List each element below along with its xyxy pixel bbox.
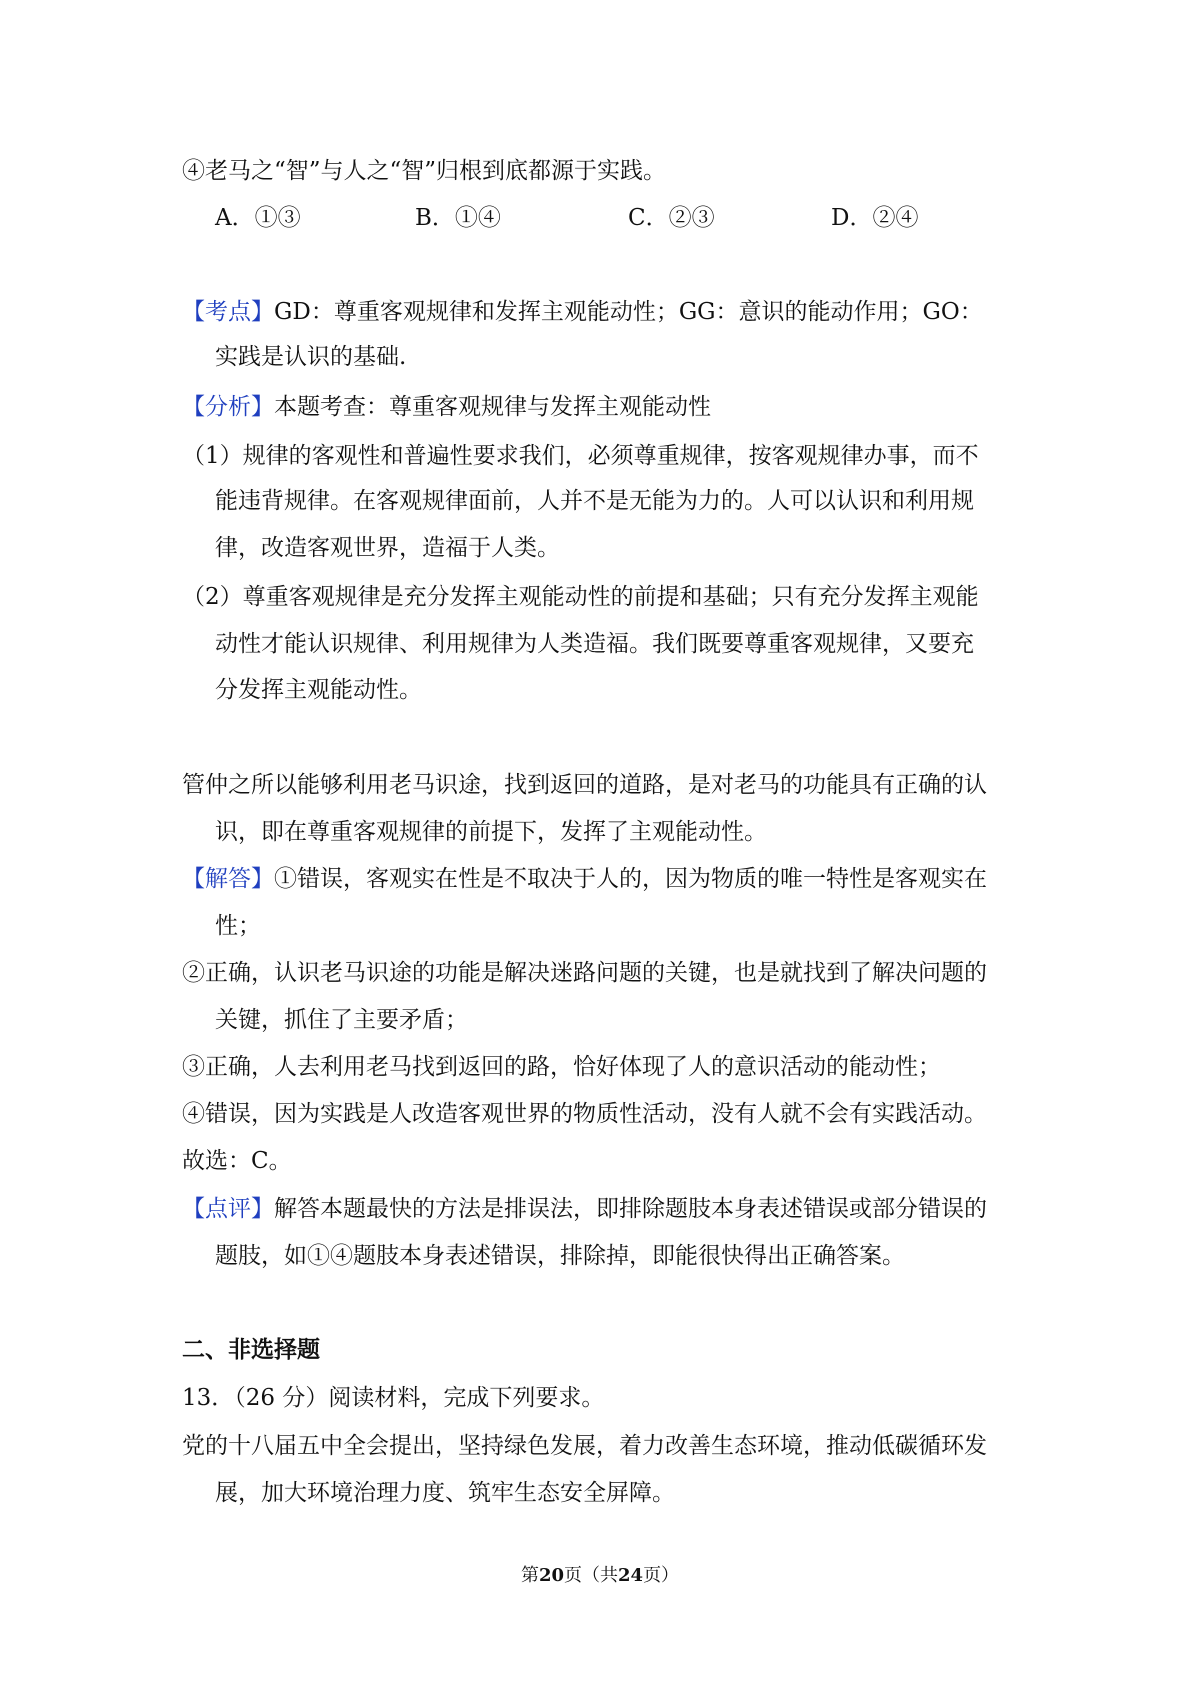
choice-d: D．②④	[831, 205, 919, 231]
footer-prefix: 第	[520, 1565, 539, 1586]
option-4-text: ④老马之“智”与人之“智”归根到底都源于实践。	[182, 158, 667, 184]
fenxi-p2-line-3: 分发挥主观能动性。	[215, 677, 422, 703]
fenxi-p3-line-2: 识，即在尊重客观规律的前提下，发挥了主观能动性。	[215, 819, 767, 845]
fenxi-intro	[182, 392, 711, 422]
fenxi-p1-line-3: 律，改造客观世界，造福于人类。	[215, 535, 560, 561]
material-line-2: 展，加大环境治理力度、筑牢生态安全屏障。	[215, 1480, 675, 1506]
kaodian-text: GD：尊重客观规律和发挥主观能动性；GG：意识的能动作用；GO：	[274, 299, 983, 325]
fenxi-intro-text: 本题考查：尊重客观规律与发挥主观能动性	[274, 394, 711, 420]
fenxi-tag: 【分析】	[182, 394, 274, 420]
jieda-tag: 【解答】	[182, 866, 274, 892]
choice-b: B．①④	[415, 205, 501, 231]
kaodian-line-1	[182, 297, 983, 327]
fenxi-p1-line-2: 能违背规律。在客观规律面前，人并不是无能为力的。人可以认识和利用规	[215, 488, 974, 514]
footer-total-pages: 24	[618, 1565, 644, 1586]
jieda-item-2-line-2: 关键，抓住了主要矛盾；	[215, 1007, 468, 1033]
jieda-item-4: ④错误，因为实践是人改造客观世界的物质性活动，没有人就不会有实践活动。	[182, 1101, 987, 1127]
dianping-tag: 【点评】	[182, 1196, 274, 1222]
section-2-heading: 二、非选择题	[182, 1336, 320, 1363]
kaodian-line-2: 实践是认识的基础.	[215, 344, 407, 370]
jieda-item-2-line-1: ②正确，认识老马识途的功能是解决迷路问题的关键，也是就找到了解决问题的	[182, 960, 987, 986]
kaodian-tag: 【考点】	[182, 299, 274, 325]
choice-c: C．②③	[628, 205, 715, 231]
answer-choices	[0, 203, 1200, 233]
fenxi-p2-line-1: （2）尊重客观规律是充分发挥主观能动性的前提和基础；只有充分发挥主观能	[182, 584, 979, 610]
dianping-text: 解答本题最快的方法是排误法，即排除题肢本身表述错误或部分错误的	[274, 1196, 987, 1222]
dianping-line-2: 题肢，如①④题肢本身表述错误，排除掉，即能很快得出正确答案。	[215, 1243, 905, 1269]
dianping-line-1	[182, 1194, 987, 1224]
footer-mid: 页（共	[564, 1565, 618, 1586]
fenxi-p1-line-1: （1）规律的客观性和普遍性要求我们，必须尊重规律，按客观规律办事，而不	[182, 443, 979, 469]
jieda-line-1	[182, 864, 987, 894]
choice-a: A．①③	[215, 205, 301, 231]
material-line-1: 党的十八届五中全会提出，坚持绿色发展，着力改善生态环境，推动低碳循环发	[182, 1433, 987, 1459]
fenxi-p3-line-1: 管仲之所以能够利用老马识途，找到返回的道路，是对老马的功能具有正确的认	[182, 772, 987, 798]
jieda-line-2: 性；	[215, 913, 261, 939]
jieda-text: ①错误，客观实在性是不取决于人的，因为物质的唯一特性是客观实在	[274, 866, 987, 892]
question-13: 13．（26 分）阅读材料，完成下列要求。	[182, 1385, 605, 1411]
page-footer	[0, 1564, 1200, 1588]
footer-suffix: 页）	[643, 1565, 680, 1586]
fenxi-p2-line-2: 动性才能认识规律、利用规律为人类造福。我们既要尊重客观规律，又要充	[215, 631, 974, 657]
jieda-answer: 故选：C。	[182, 1148, 292, 1174]
footer-page-number: 20	[538, 1565, 564, 1586]
jieda-item-3: ③正确，人去利用老马找到返回的路，恰好体现了人的意识活动的能动性；	[182, 1054, 941, 1080]
